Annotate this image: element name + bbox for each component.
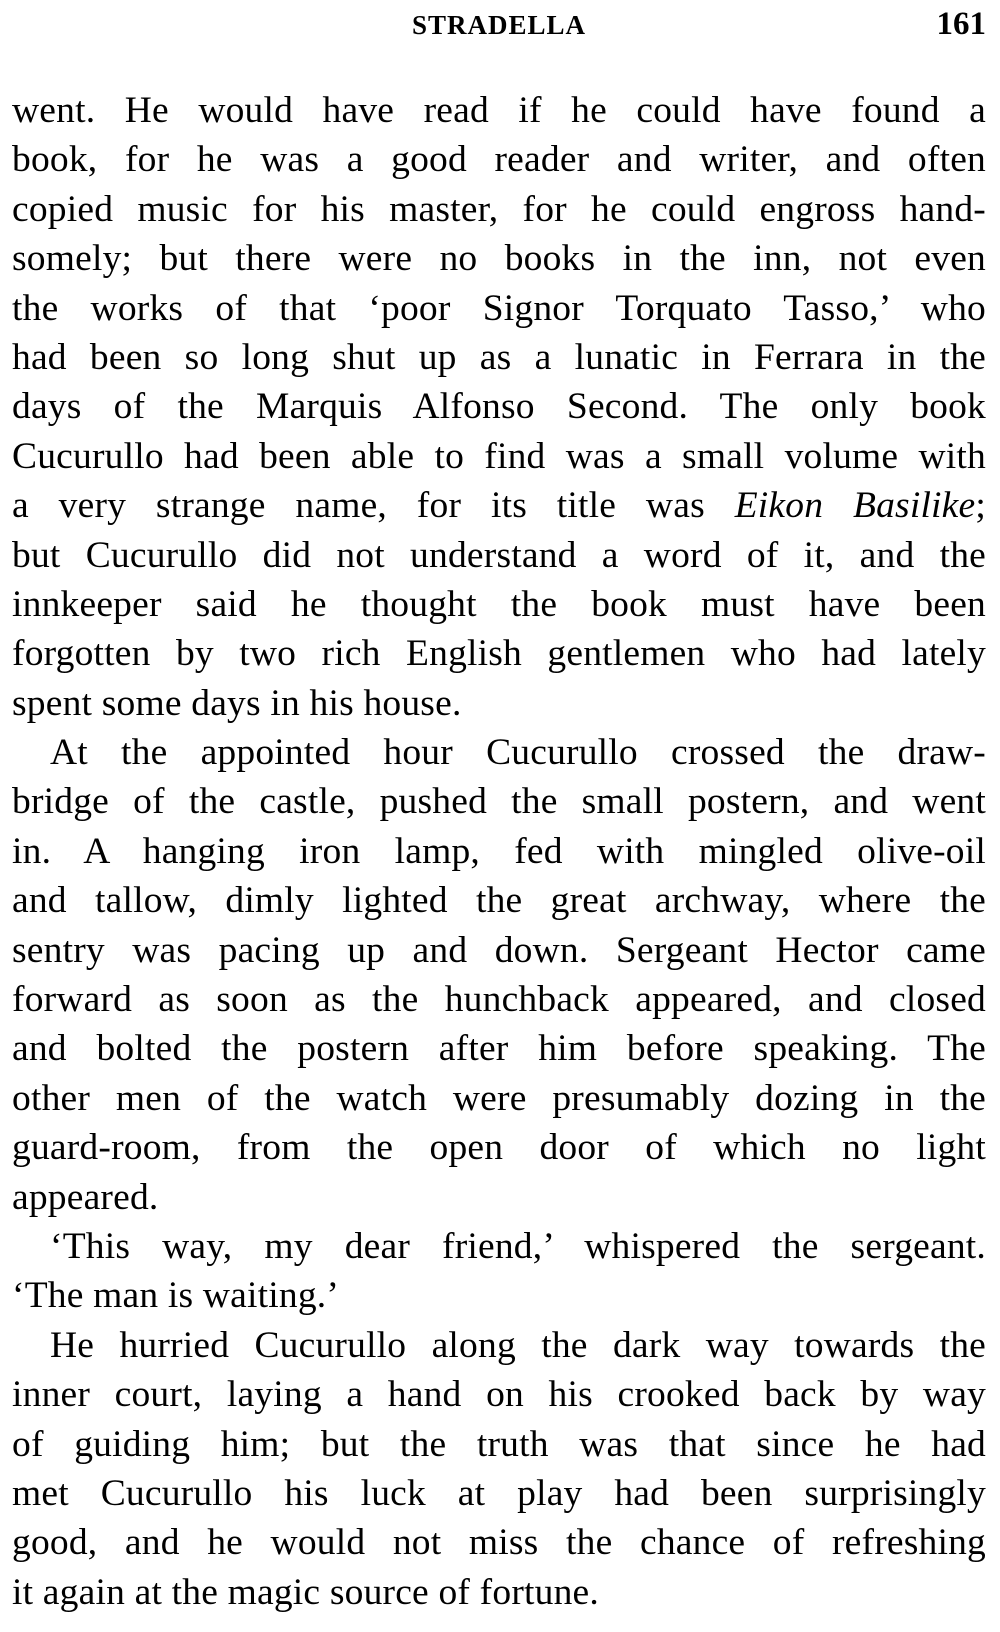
text-line: of guiding him; but the truth was that since he had xyxy=(12,1423,986,1465)
text-line: bridge of the castle, pushed the small postern, and went xyxy=(12,781,986,823)
text-line: sentry was pacing up and down. Sergeant Hector came xyxy=(12,929,986,971)
text-line: the works of that ‘poor Signor Torquato Tasso,’ who xyxy=(12,287,986,329)
text-line: ‘The man is waiting.’ xyxy=(12,1275,340,1317)
text-line: in. A hanging iron lamp, fed with mingled olive-oil xyxy=(12,830,986,872)
text-line: forgotten by two rich English gentlemen who had lately xyxy=(12,633,986,675)
text-line: went. He would have read if he could have found a xyxy=(12,90,986,131)
text-line: good, and he would not miss the chance of refreshing xyxy=(12,1522,986,1564)
text-line: inner court, laying a hand on his crooked back by way xyxy=(12,1374,986,1416)
text-line: He hurried Cucurullo along the dark way towards the xyxy=(50,1324,986,1366)
text-line: somely; but there were no books in the inn, not even xyxy=(12,238,986,280)
text-line: forward as soon as the hunchback appeared, and closed xyxy=(12,979,986,1021)
text-line: innkeeper said he thought the book must have been xyxy=(12,583,986,625)
text-line: At the appointed hour Cucurullo crossed the draw- xyxy=(50,732,986,774)
text-line: had been so long shut up as a lunatic in Ferrara in the xyxy=(12,336,986,378)
text-line: copied music for his master, for he could engross hand- xyxy=(12,188,986,230)
text-line xyxy=(12,481,986,530)
text-line: book, for he was a good reader and writer, and often xyxy=(12,139,986,181)
text-segment: a very strange name, for its title was xyxy=(12,485,735,527)
text-line: and bolted the postern after him before speaking. The xyxy=(12,1028,986,1070)
body-text xyxy=(12,86,986,1617)
text-line: but Cucurullo did not understand a word of it, and the xyxy=(12,534,986,576)
text-line: days of the Marquis Alfonso Second. The only book xyxy=(12,386,986,428)
running-header xyxy=(12,6,986,46)
text-line: ‘This way, my dear friend,’ whispered the sergeant. xyxy=(50,1225,986,1267)
text-line: spent some days in his house. xyxy=(12,682,462,724)
text-segment: ; xyxy=(975,485,986,527)
text-line: met Cucurullo his luck at play had been surprisingly xyxy=(12,1472,986,1514)
text-line: it again at the magic source of fortune. xyxy=(12,1571,599,1613)
text-line: appeared. xyxy=(12,1176,159,1218)
text-line: other men of the watch were presumably dozing in the xyxy=(12,1077,986,1119)
page-number: 161 xyxy=(936,6,986,42)
text-line: Cucurullo had been able to find was a small volume with xyxy=(12,435,986,477)
text-line: guard-room, from the open door of which no light xyxy=(12,1127,986,1169)
running-title: STRADELLA xyxy=(411,10,587,40)
book-title-italic: Eikon Basilike xyxy=(734,485,976,527)
text-line: and tallow, dimly lighted the great archway, where the xyxy=(12,880,986,922)
